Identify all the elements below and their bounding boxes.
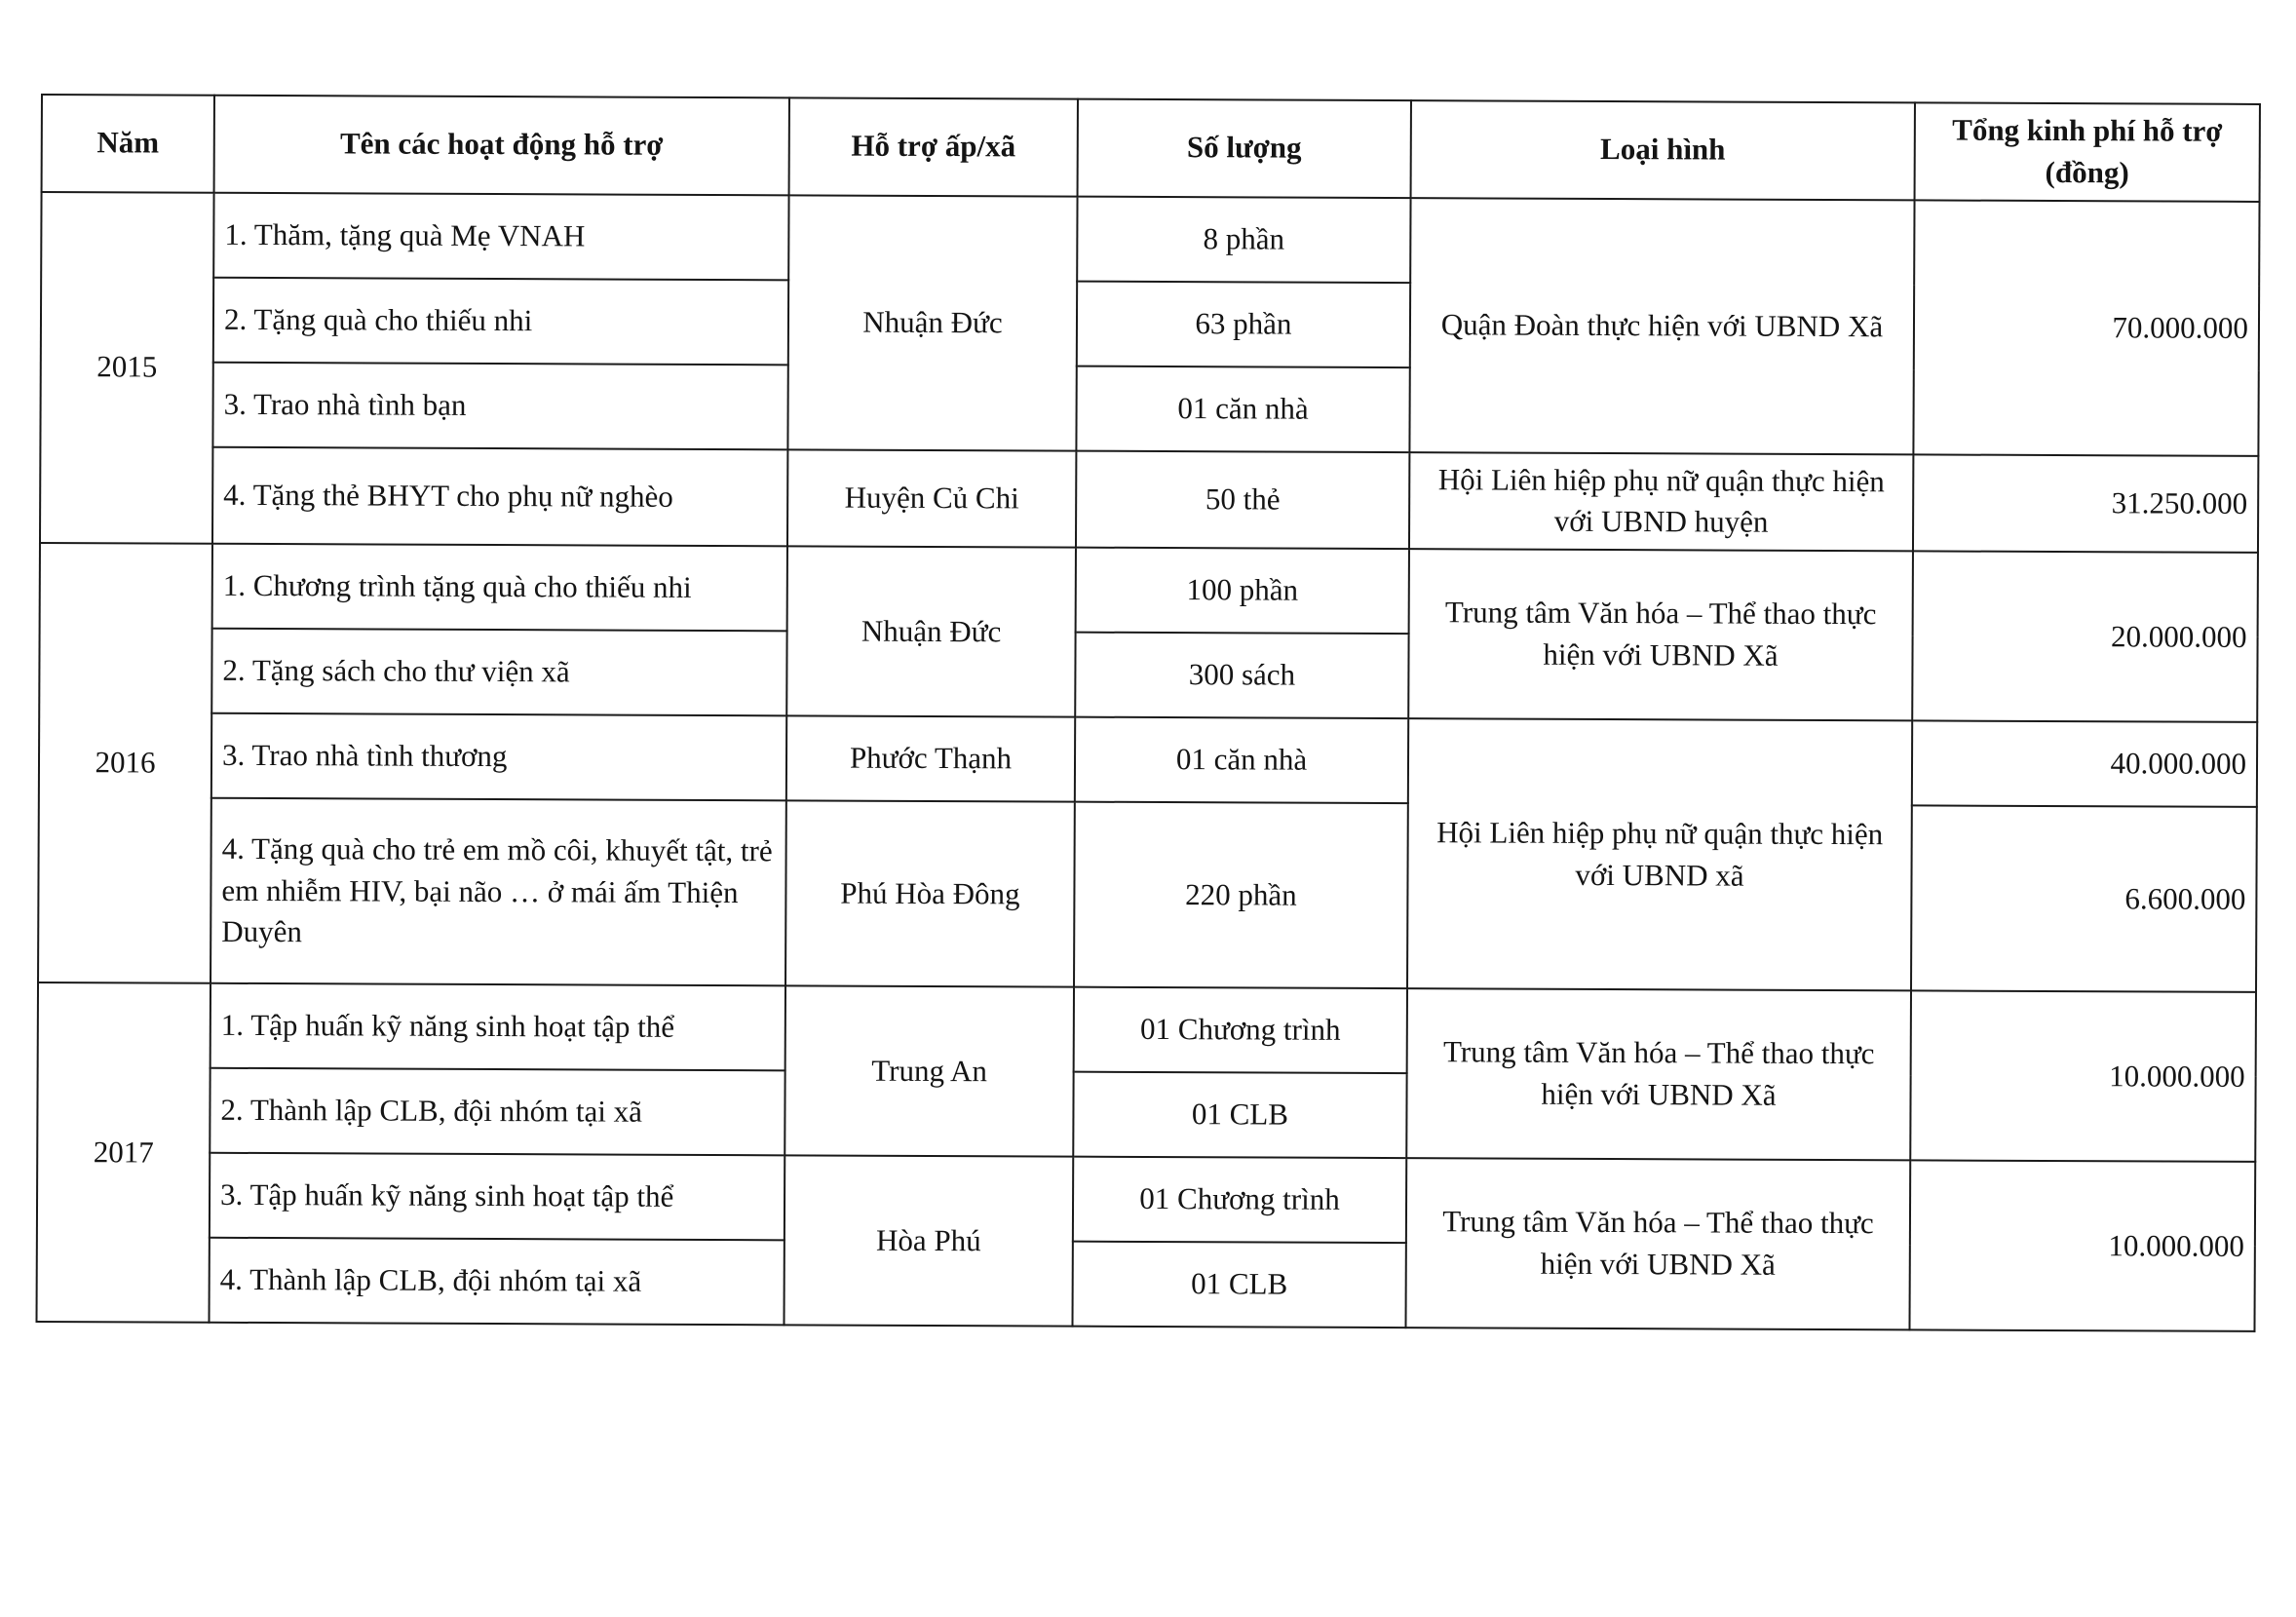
quantity-cell: 01 Chương trình [1073, 1157, 1406, 1243]
place-cell: Nhuận Đức [786, 546, 1076, 716]
type-cell: Trung tâm Văn hóa – Thể thao thực hiện với UBND Xã [1406, 988, 1911, 1160]
header-quantity: Số lượng [1078, 99, 1411, 198]
document-page [35, 94, 2259, 1478]
quantity-cell: 100 phần [1076, 548, 1409, 634]
table-row [40, 543, 2258, 637]
table-header-row [42, 95, 2260, 201]
activity-cell: 2. Tặng quà cho thiếu nhi [213, 277, 788, 365]
header-total: Tổng kinh phí hỗ trợ (đồng) [1915, 102, 2260, 201]
year-cell: 2017 [37, 982, 211, 1323]
quantity-cell: 01 Chương trình [1074, 987, 1407, 1073]
year-cell: 2015 [40, 192, 214, 544]
header-type: Loại hình [1411, 100, 1915, 200]
table-row [37, 1152, 2255, 1247]
activity-cell: 4. Tặng thẻ BHYT cho phụ nữ nghèo [212, 446, 787, 546]
activity-cell: 2. Thành lập CLB, đội nhóm tại xã [210, 1068, 784, 1156]
activity-cell: 3. Trao nhà tình thương [211, 713, 786, 801]
type-cell: Hội Liên hiệp phụ nữ quận thực hiện với UBND xã [1407, 718, 1912, 990]
activity-cell: 1. Chương trình tặng quà cho thiếu nhi [212, 544, 787, 632]
place-cell: Phước Thạnh [786, 715, 1075, 801]
activity-cell: 3. Trao nhà tình bạn [212, 362, 787, 449]
total-cell: 10.000.000 [1909, 1160, 2255, 1331]
quantity-cell: 01 căn nhà [1076, 366, 1409, 451]
place-cell: Phú Hòa Đông [785, 800, 1075, 986]
activity-cell: 1. Thăm, tặng quà Mẹ VNAH [213, 192, 788, 280]
year-cell: 2016 [38, 543, 212, 983]
type-cell: Trung tâm Văn hóa – Thể thao thực hiện với UBND Xã [1405, 1158, 1910, 1329]
quantity-cell: 01 CLB [1073, 1072, 1406, 1158]
total-cell: 10.000.000 [1910, 990, 2256, 1162]
quantity-cell: 01 CLB [1072, 1242, 1405, 1328]
activity-cell: 1. Tập huấn kỹ năng sinh hoạt tập thể [210, 983, 785, 1071]
total-cell: 31.250.000 [1913, 454, 2258, 553]
header-year: Năm [42, 95, 214, 192]
table-row [38, 797, 2257, 992]
place-cell: Hòa Phú [784, 1155, 1073, 1326]
type-cell: Hội Liên hiệp phụ nữ quận thực hiện với UBND huyện [1409, 452, 1913, 552]
activity-cell: 4. Tặng quà cho trẻ em mồ côi, khuyết tật, trẻ em nhiễm HIV, bại não … ở mái ấm Thiện Duyên [210, 798, 786, 986]
table-row [40, 446, 2258, 553]
activity-cell: 4. Thành lập CLB, đội nhóm tại xã [210, 1238, 784, 1326]
type-cell: Trung tâm Văn hóa – Thể thao thực hiện với UBND Xã [1408, 549, 1913, 720]
total-cell: 6.600.000 [1911, 805, 2257, 992]
activity-cell: 2. Tặng sách cho thư viện xã [211, 629, 786, 716]
place-cell: Huyện Củ Chi [787, 449, 1076, 548]
total-cell: 40.000.000 [1912, 720, 2257, 807]
place-cell: Nhuận Đức [787, 195, 1077, 450]
table-row [41, 192, 2259, 287]
quantity-cell: 63 phần [1077, 281, 1410, 366]
quantity-cell: 220 phần [1074, 802, 1408, 988]
place-cell: Trung An [784, 985, 1074, 1156]
header-place: Hỗ trợ ấp/xã [789, 97, 1078, 196]
total-cell: 70.000.000 [1913, 200, 2259, 456]
quantity-cell: 01 căn nhà [1075, 717, 1408, 803]
quantity-cell: 8 phần [1077, 196, 1410, 282]
activity-cell: 3. Tập huấn kỹ năng sinh hoạt tập thể [210, 1153, 784, 1241]
support-activities-table [35, 94, 2260, 1332]
quantity-cell: 50 thẻ [1076, 450, 1409, 549]
type-cell: Quận Đoàn thực hiện với UBND Xã [1409, 198, 1914, 454]
table-row [38, 982, 2256, 1077]
table-row [39, 712, 2257, 807]
quantity-cell: 300 sách [1075, 633, 1408, 718]
total-cell: 20.000.000 [1912, 551, 2258, 722]
header-activity: Tên các hoạt động hỗ trợ [214, 96, 789, 195]
